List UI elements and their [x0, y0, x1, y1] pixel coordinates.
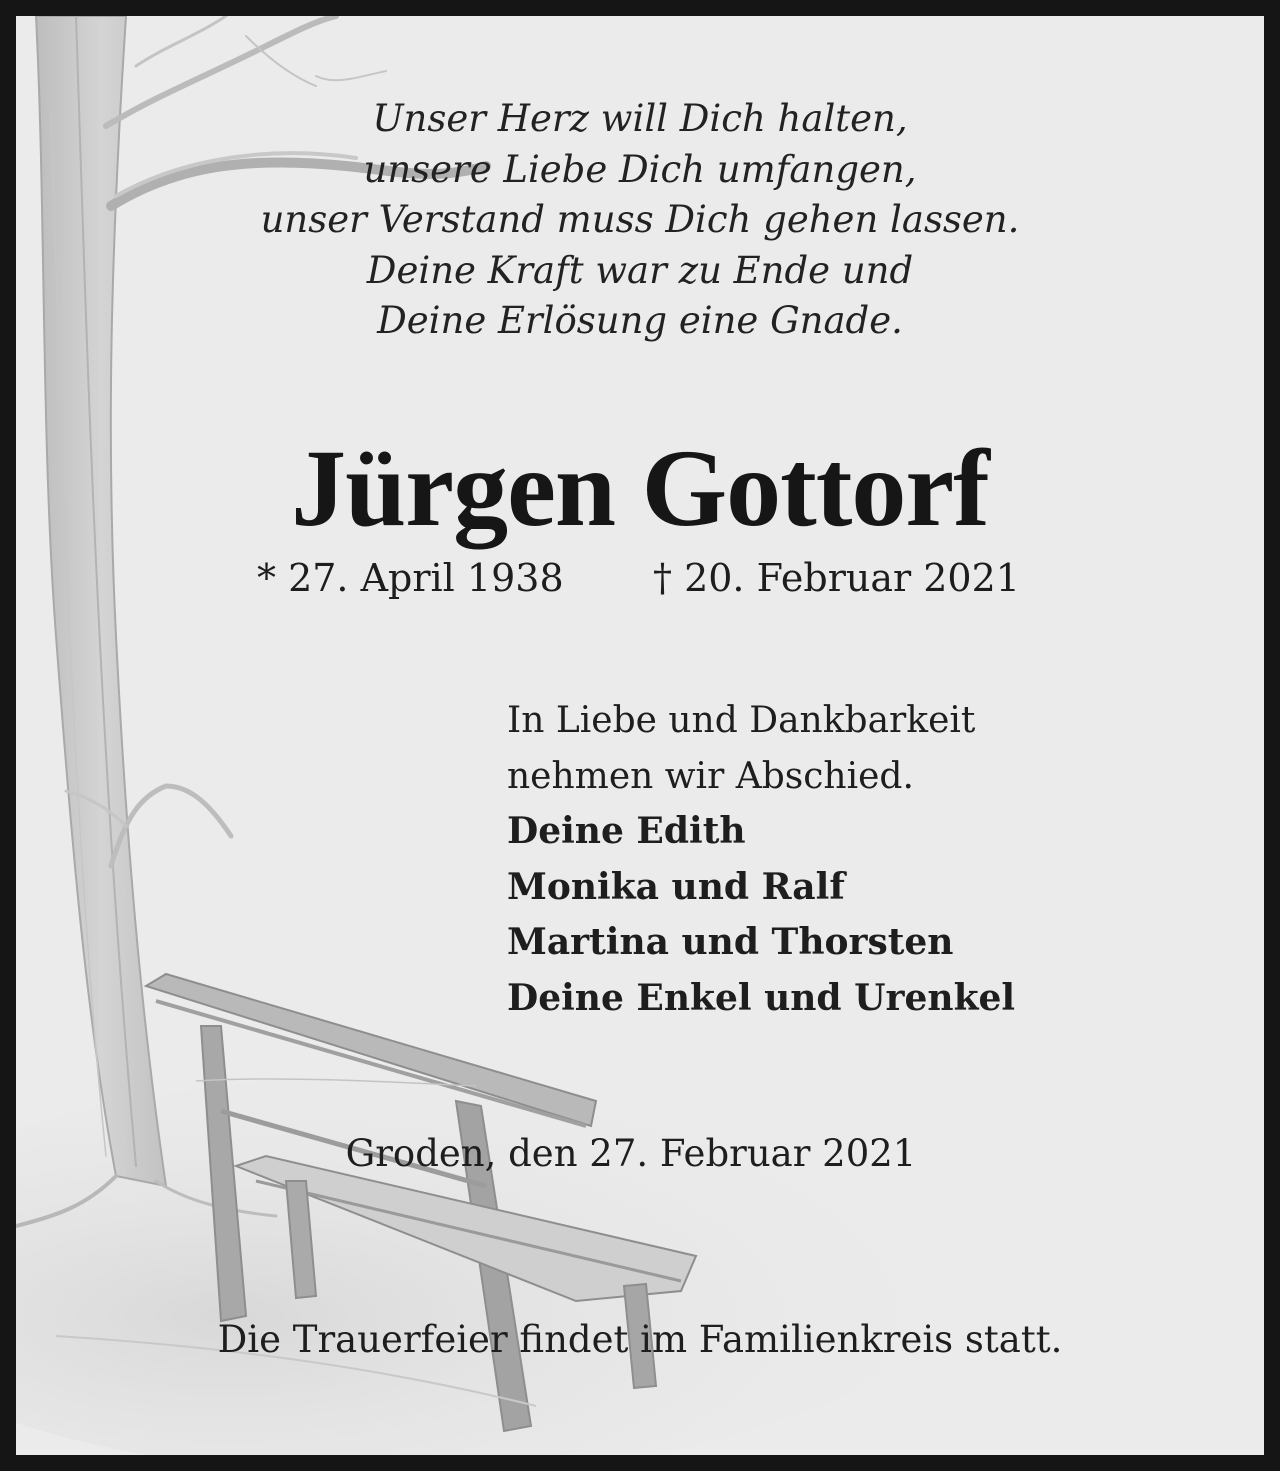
poem-line: unsere Liebe Dich umfangen,	[363, 147, 917, 191]
funeral-note: Die Trauerfeier findet im Familienkreis statt.	[217, 1318, 1063, 1361]
poem-line: Unser Herz will Dich halten,	[372, 97, 908, 140]
mourner-name: Martina und Thorsten	[507, 921, 954, 963]
mourner-name: Deine Enkel und Urenkel	[507, 976, 1016, 1019]
family-message	[507, 693, 1015, 1026]
birth-date: * 27. April 1938	[257, 556, 564, 600]
mourner-name: Deine Edith	[507, 810, 746, 852]
memorial-poem	[16, 94, 1264, 347]
family-intro-line: In Liebe und Dankbarkeit	[507, 700, 976, 741]
deceased-name: Jürgen Gottorf	[291, 427, 989, 549]
death-date: † 20. Februar 2021	[653, 556, 1020, 600]
poem-line: unser Verstand muss Dich gehen lassen.	[260, 198, 1020, 241]
obituary-card	[16, 16, 1264, 1455]
poem-line: Deine Erlösung eine Gnade.	[377, 299, 903, 342]
place-and-date: Groden, den 27. Februar 2021	[345, 1132, 917, 1175]
poem-line: Deine Kraft war zu Ende und	[366, 248, 914, 292]
mourner-name: Monika und Ralf	[507, 865, 845, 908]
family-intro-line: nehmen wir Abschied.	[507, 755, 914, 797]
